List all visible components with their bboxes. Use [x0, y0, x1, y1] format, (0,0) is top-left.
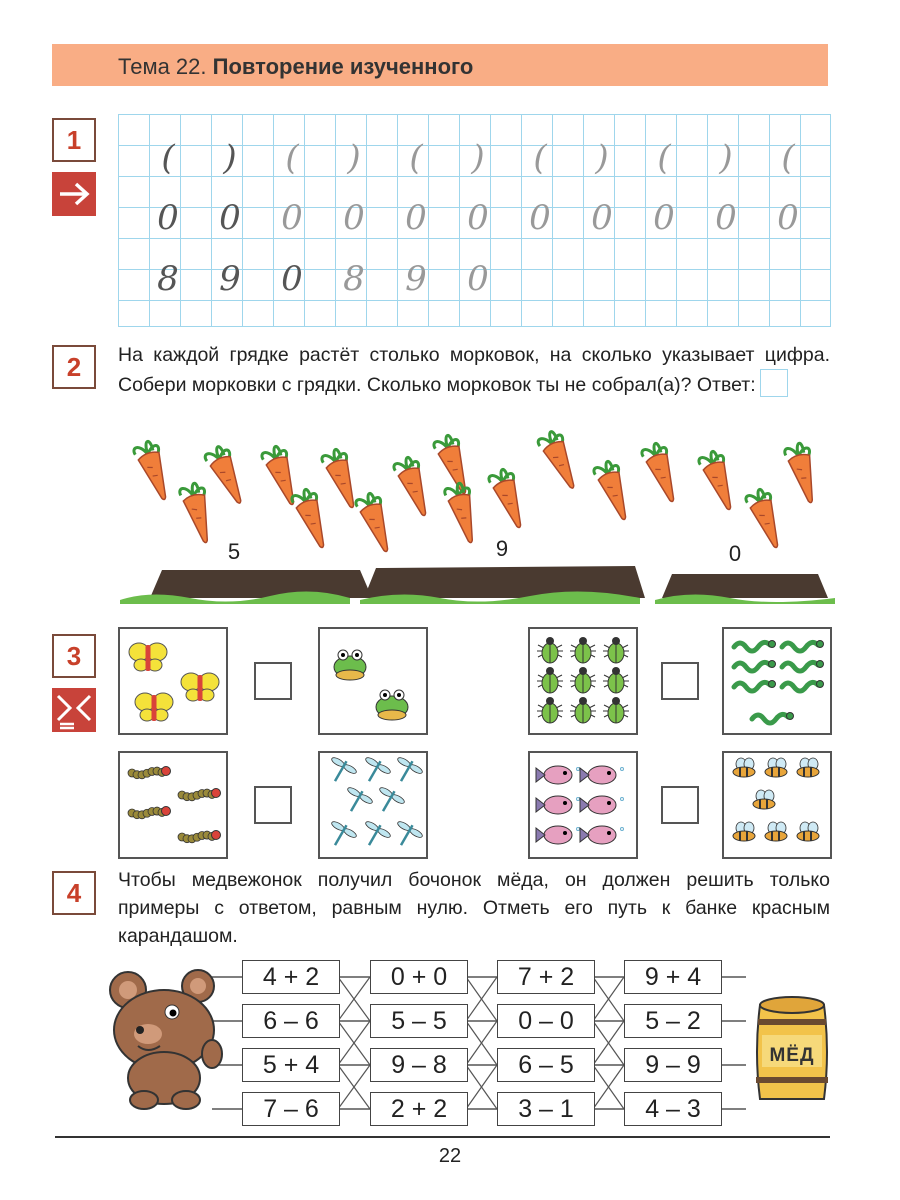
row1-glyph: (	[781, 138, 795, 178]
compare-box-3[interactable]	[254, 786, 292, 824]
expression-box[interactable]: 6 – 5	[497, 1048, 595, 1082]
task-number-3: 3	[52, 634, 96, 678]
bee-icon	[733, 758, 755, 777]
row1-glyph: )	[347, 138, 361, 178]
bed-number-5: 5	[227, 539, 241, 564]
expression-box[interactable]: 5 – 2	[624, 1004, 722, 1038]
row3-glyph: 8	[157, 259, 179, 299]
row2-glyph: 0	[281, 198, 303, 238]
beetle-icon	[603, 637, 629, 663]
caterpillar-icon	[128, 807, 171, 819]
row2-glyph: 0	[157, 198, 179, 238]
expression-box[interactable]: 7 – 6	[242, 1092, 340, 1126]
snake-icon	[782, 661, 824, 672]
row2-glyph: 0	[591, 198, 613, 238]
expression-box[interactable]: 9 – 9	[624, 1048, 722, 1082]
row2-glyph: 0	[653, 198, 675, 238]
beetle-icon	[603, 697, 629, 723]
beetle-icon	[537, 667, 563, 693]
beetle-icon	[537, 697, 563, 723]
carrot-icon	[178, 481, 217, 546]
bed-number-0: 0	[728, 541, 742, 566]
bee-icon	[797, 758, 819, 777]
fish-icon	[536, 796, 580, 814]
row2-glyph: 0	[219, 198, 241, 238]
carrot-icon	[132, 439, 176, 504]
row1-glyph: )	[471, 138, 485, 178]
card-caterpillars	[118, 751, 228, 859]
dragonfly-icon	[357, 818, 393, 852]
snake-icon	[734, 641, 776, 652]
expression-box[interactable]: 9 – 8	[370, 1048, 468, 1082]
row1-glyph: )	[223, 138, 237, 178]
expression-box[interactable]: 6 – 6	[242, 1004, 340, 1038]
compare-box-4[interactable]	[661, 786, 699, 824]
beetle-icon	[603, 667, 629, 693]
row1-glyph: )	[595, 138, 609, 178]
expression-box[interactable]: 0 + 0	[370, 960, 468, 994]
row1-glyph: (	[657, 138, 671, 178]
carrot-icon	[290, 487, 334, 552]
topic-label: Тема 22.	[118, 54, 207, 79]
snake-icon	[752, 713, 794, 724]
row1-glyph: (	[161, 138, 175, 178]
row3-glyph: 0	[467, 259, 489, 299]
page-number: 22	[438, 1145, 462, 1167]
row2-glyph: 0	[777, 198, 799, 238]
fish-icon	[580, 766, 624, 784]
row2-glyph: 0	[467, 198, 489, 238]
snake-icon	[734, 681, 776, 692]
task2-text	[118, 341, 830, 399]
row3-glyph: 0	[281, 259, 303, 299]
answer-box[interactable]	[760, 369, 788, 397]
task-number-4: 4	[52, 871, 96, 915]
carrot-icon	[203, 443, 251, 508]
carrot-icon	[487, 467, 531, 532]
snake-icon	[782, 641, 824, 652]
compare-box-2[interactable]	[661, 662, 699, 700]
carrot-icon	[783, 441, 822, 506]
bee-icon	[797, 822, 819, 841]
row2-glyph: 0	[343, 198, 365, 238]
card-butterflies	[118, 627, 228, 735]
card-bees	[722, 751, 832, 859]
expression-box[interactable]: 9 + 4	[624, 960, 722, 994]
carrot-icon	[354, 491, 398, 556]
page-title	[118, 54, 473, 80]
task2-text-body: На каждой грядке растёт столько морковок, на сколько указывает цифра. Собери морковки с грядки. Сколько морковок ты не собрал(а)? Ответ:	[118, 344, 830, 396]
expression-box[interactable]: 7 + 2	[497, 960, 595, 994]
carrot-icon	[697, 449, 741, 514]
dragonfly-icon	[371, 784, 407, 818]
carrots-illustration	[110, 430, 850, 610]
task-number-2: 2	[52, 345, 96, 389]
card-snakes	[722, 627, 832, 735]
row2-glyph: 0	[405, 198, 427, 238]
row1-glyph: (	[533, 138, 547, 178]
bee-icon	[733, 822, 755, 841]
dragonfly-icon	[323, 818, 359, 852]
bee-icon	[753, 790, 775, 809]
caterpillar-icon	[178, 831, 221, 843]
caterpillar-icon	[178, 789, 221, 801]
snake-icon	[782, 681, 824, 692]
task4-text: Чтобы медвежонок получил бочонок мёда, он должен решить только примеры с ответом, равным нулю. Отметь его путь к банке красным карандашом.	[118, 869, 830, 947]
row2-glyph: 0	[715, 198, 737, 238]
footer-divider	[55, 1136, 830, 1138]
card-beetles	[528, 627, 638, 735]
row2-glyph: 0	[529, 198, 551, 238]
carrot-icon	[744, 487, 788, 552]
card-frogs	[318, 627, 428, 735]
fish-icon	[536, 766, 580, 784]
expression-box[interactable]: 5 – 5	[370, 1004, 468, 1038]
card-fish	[528, 751, 638, 859]
card-dragonflies	[318, 751, 428, 859]
beetle-icon	[570, 667, 596, 693]
row3-glyph: 9	[405, 259, 427, 299]
topic-title: Повторение изученного	[212, 54, 474, 79]
barrel-label: МЁД	[769, 1045, 815, 1066]
row1-glyph: (	[285, 138, 299, 178]
row1-glyph: )	[719, 138, 733, 178]
task-number-1: 1	[52, 118, 96, 162]
caterpillar-icon	[128, 767, 171, 779]
dragonfly-icon	[323, 754, 359, 788]
carrot-icon	[260, 444, 304, 509]
carrot-icon	[592, 459, 636, 524]
beetle-icon	[537, 637, 563, 663]
row3-glyph: 9	[219, 259, 241, 299]
snake-icon	[734, 661, 776, 672]
row3-glyph: 8	[343, 259, 365, 299]
carrot-icon	[392, 455, 436, 520]
row1-glyph: (	[409, 138, 423, 178]
compare-box-1[interactable]	[254, 662, 292, 700]
arrow-right-icon	[52, 172, 96, 216]
expression-box[interactable]: 2 + 2	[370, 1092, 468, 1126]
bear-cub-illustration	[100, 962, 230, 1112]
expression-box[interactable]: 4 – 3	[624, 1092, 722, 1126]
compare-sign-icon	[52, 688, 96, 732]
expression-box[interactable]: 3 – 1	[497, 1092, 595, 1126]
carrot-icon	[536, 430, 584, 493]
beetle-icon	[570, 697, 596, 723]
expression-box[interactable]: 4 + 2	[242, 960, 340, 994]
carrot-icon	[640, 441, 684, 506]
bed-number-9: 9	[495, 536, 509, 561]
dragonfly-icon	[389, 818, 425, 852]
carrot-icon	[443, 481, 482, 546]
dragonfly-icon	[389, 754, 425, 788]
bee-icon	[765, 822, 787, 841]
fish-icon	[580, 826, 624, 844]
expression-box[interactable]: 0 – 0	[497, 1004, 595, 1038]
bee-icon	[765, 758, 787, 777]
expression-box[interactable]: 5 + 4	[242, 1048, 340, 1082]
fish-icon	[536, 826, 580, 844]
dragonfly-icon	[357, 754, 393, 788]
fish-icon	[580, 796, 624, 814]
dragonfly-icon	[339, 784, 375, 818]
beetle-icon	[570, 637, 596, 663]
